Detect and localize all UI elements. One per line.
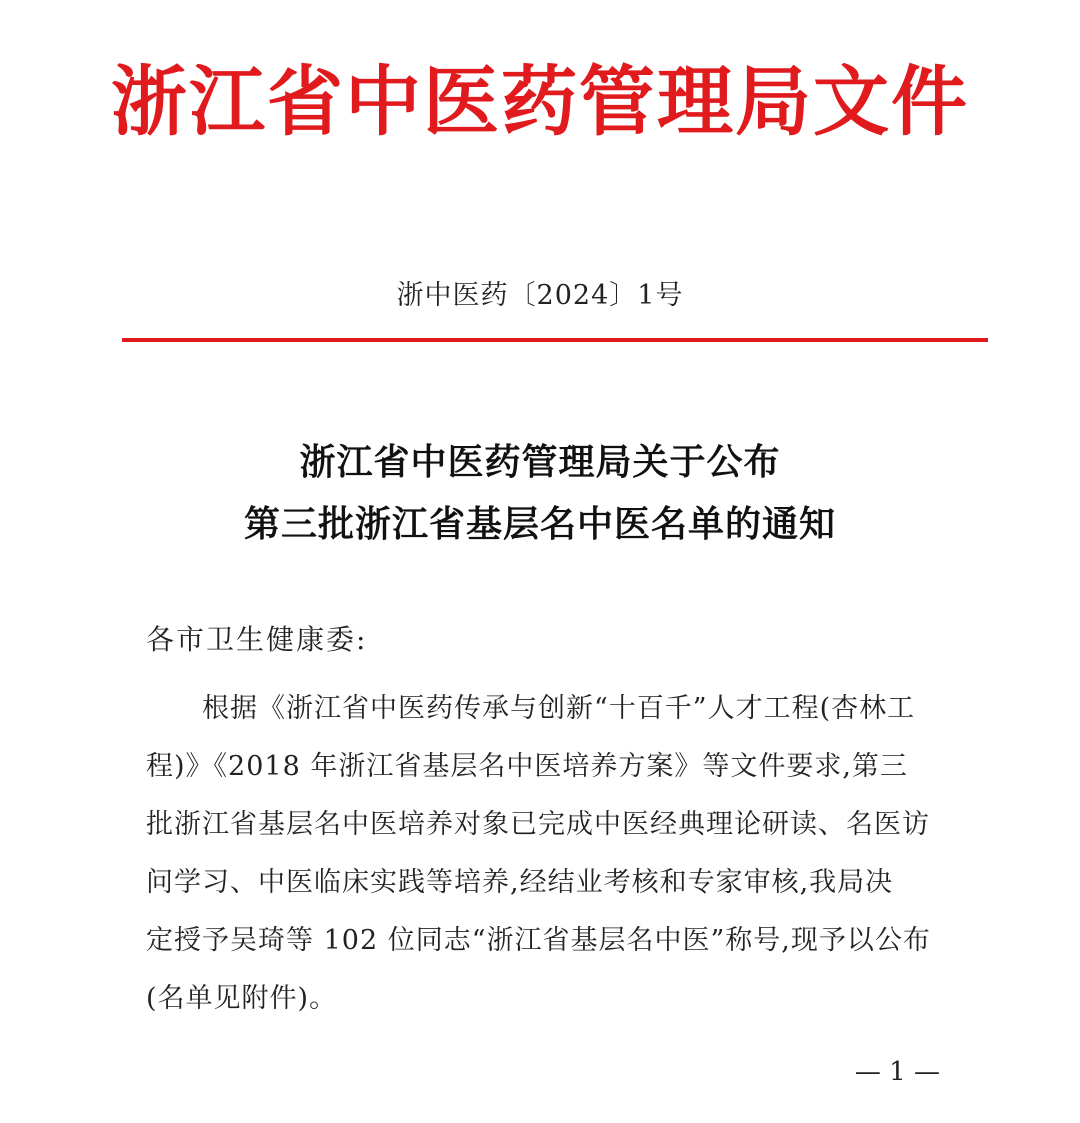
agency-banner: 浙江省中医药管理局文件 bbox=[111, 57, 969, 146]
body-line: 定授予吴琦等 102 位同志“浙江省基层名中医”称号,现予以公布 bbox=[146, 925, 931, 956]
notice-title-line-2: 第三批浙江省基层名中医名单的通知 bbox=[243, 503, 836, 545]
salutation: 各市卫生健康委: bbox=[146, 623, 368, 656]
page-number: — 1 — bbox=[854, 1057, 940, 1087]
body-paragraph bbox=[146, 680, 946, 1028]
body-line: 程)》《2018 年浙江省基层名中医培养方案》等文件要求,第三 bbox=[146, 751, 908, 782]
body-line: (名单见附件)。 bbox=[146, 983, 338, 1014]
notice-title-line-1: 浙江省中医药管理局关于公布 bbox=[299, 441, 781, 483]
body-line: 批浙江省基层名中医培养对象已完成中医经典理论研读、名医访 bbox=[146, 809, 930, 840]
document-number: 浙中医药〔2024〕1号 bbox=[396, 280, 684, 311]
body-line: 问学习、中医临床实践等培养,经结业考核和专家审核,我局决 bbox=[146, 867, 894, 898]
red-divider bbox=[122, 338, 988, 342]
body-line: 根据《浙江省中医药传承与创新“十百千”人才工程(杏林工 bbox=[202, 693, 916, 724]
